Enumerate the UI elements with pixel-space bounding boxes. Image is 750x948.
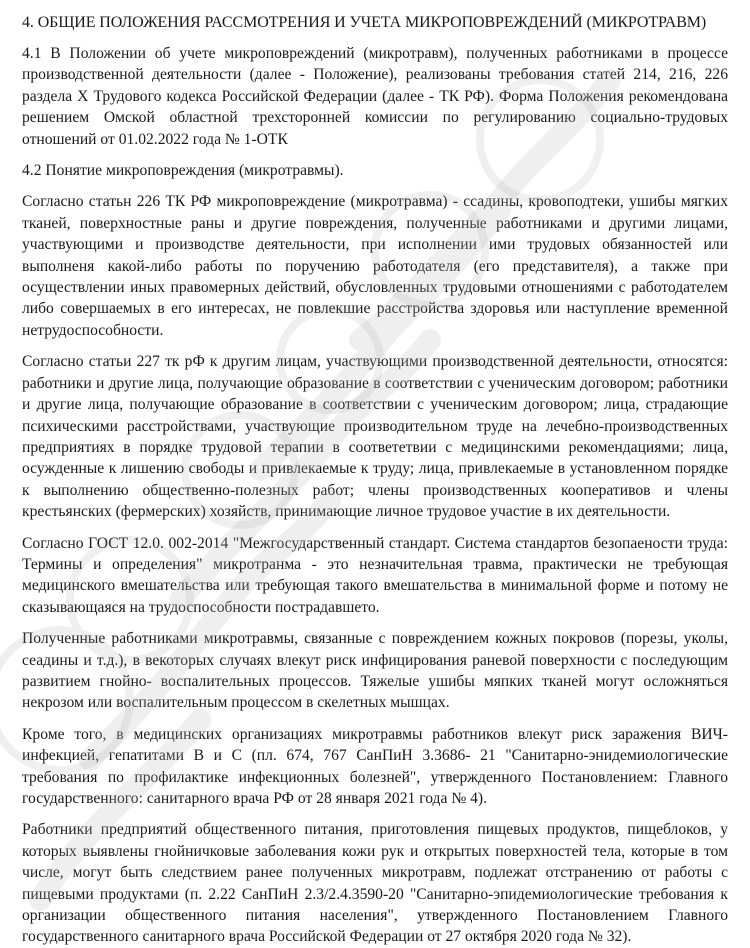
- paragraph-skin-injuries: Полученные работниками микротравмы, связанные с повреждением кожных покровов (порезы, уколы, сеадины и т.д.), в векоторых случаях влекут риск инфицирования раневой поверхности с последующим развитием гнойно- воспалительных процессов. Тяжелые ушибы мяпких тканей могут осложняться некрозом или воспалительным процессом в скелетных мышцах.: [22, 630, 728, 712]
- paragraph-4-1: 4.1 В Положении об учете микроповреждений (микротравм), полученных работниками в процессе производственной деятельности (далее - Положение), реализованы требования статей 214, 216, 226 раздела X Трудового кодекса Российской Федерации (далее - ТК РФ). Форма Положения рекомендована решением Омской областной трехсторонней комиссии по регулированию социально-трудовых отношений от 01.02.2022 года № 1-ОТК: [22, 45, 728, 148]
- paragraph-gost-definition: Согласно ГОСТ 12.0. 002-2014 "Межгосударственный стандарт. Система стандартов безопаености труда: Термины и определения" микротранма - это незначительная травма, практически не требующая медицинского вмешательства или требующая такого вмешательства в минимальной форме и потому не сказывающаяся на трудоспособности пострадавшето.: [22, 534, 728, 616]
- paragraph-medical-organizations: Кроме того, в медицинских организациях микротравмы работников влекут риск заражения ВИЧ-инфекцией, гепатитами В и С (пл. 674, 767 СанПиН 3.3686- 21 "Санитарно-энидемиологические требования по профилактике инфекционных болезней", утвержденного Постановлением: Главного государственного: санитарного врача РФ от 28 января 2021 года № 4).: [22, 725, 728, 807]
- section-heading: 4. ОБЩИЕ ПОЛОЖЕНИЯ РАССМОТРЕНИЯ И УЧЕТА МИКРОПОВРЕЖДЕНИЙ (МИКРОТРАВМ): [22, 14, 707, 31]
- document-body: [22, 12, 728, 948]
- paragraph-article-226: Согласно статьн 226 ТК РФ микроповреждение (микротравма) - ссадины, кровоподтеки, ушибы мягких тканей, поверхностные раны и другие повреждения, полученные работниками и другими лицами, участвующими и производстве деятельности, при исполнении ими трудовых обязанностей или выполненя какой-либо работы по поручению работодателя (его представителя), а также при осуществлении иных правомерных действий, обусловленных трудовыми отношениями с работодателем либо совершаемых в его интересах, не повлекшие расстройства здоровья или наступление временной нетрудоспособности.: [22, 193, 728, 339]
- paragraph-food-workers: Работники предприятий общественного питания, приготовления пищевых продуктов, пищеблоков, у которых выявлены гнойничковые заболевания кожи рук и открытых поверхностей тела, которые в том числе, могут быть следствием ранее полученных микротравм, подлежат отстранению от работы с пищевыми продуктами (п. 2.22 СанПиН 2.3/2.4.3590-20 "Санитарно-эпидемиологические требования к организации общественного питания населения", утвержденного Постановлением Главного государственного санитарного врача Российской Федерации от 27 октября 2020 года № 32).: [22, 821, 728, 946]
- paragraph-4-2-title: 4.2 Понятие микроповреждения (микротравмы).: [22, 162, 344, 180]
- paragraph-article-227: Согласно статьи 227 тк рФ к другим лицам, участвующими производственной деятельности, относятся: работники и другие лица, получающие образование в соответствии с ученическим договором; работники и другие лица, получающие образование в соответствии с ученическим договором; лица, страдающие психическими расстройствами, участвующие производительном труде на лечебно-производственных предприятиях в порядке трудовой терапии в соответетвии с медицинскими рекомендациями; лица, осужденные к лишению свободы и привлекаемые к труду; лица, привлекаемые в установленном порядке к выполнению общественно-полезных работ; члены производственных кооперативов и члены крестьянских (фермерских) хозяйств, принимающие личное трудовое участие в их деятельности.: [22, 353, 728, 521]
